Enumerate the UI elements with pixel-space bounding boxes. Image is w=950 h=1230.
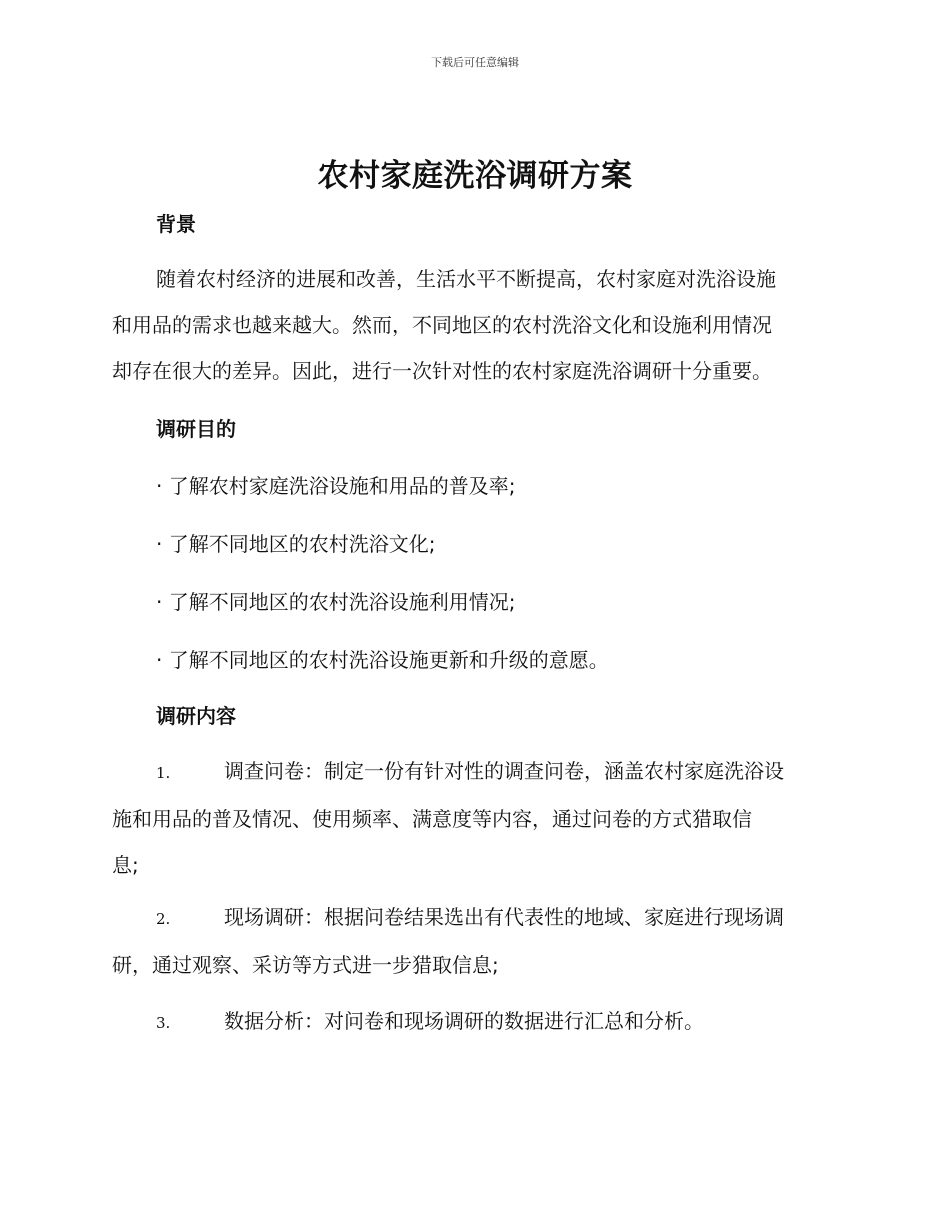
paragraph-line: 施和用品的普及情况、使用频率、满意度等内容，通过问卷的方式猎取信 [112, 807, 752, 831]
list-number: 2. [156, 910, 171, 928]
paragraph-line: 调查问卷：制定一份有针对性的调查问卷，涵盖农村家庭洗浴设 [224, 759, 784, 783]
document-title: 农村家庭洗浴调研方案 [317, 158, 633, 194]
content-item-3 [112, 998, 834, 1046]
section-heading-content: 调研内容 [156, 704, 236, 728]
purpose-item: · 了解不同地区的农村洗浴设施更新和升级的意愿。 [156, 648, 609, 672]
background-paragraph [112, 256, 834, 394]
paragraph-line: 随着农村经济的进展和改善，生活水平不断提高，农村家庭对洗浴设施 [156, 267, 776, 291]
list-number: 1. [156, 764, 171, 782]
paragraph-line: 息; [112, 853, 139, 877]
paragraph-line: 研，通过观察、采访等方式进一步猎取信息; [112, 953, 499, 977]
purpose-item: · 了解不同地区的农村洗浴文化; [156, 532, 436, 556]
purpose-item: · 了解农村家庭洗浴设施和用品的普及率; [156, 474, 516, 498]
section-heading-background: 背景 [156, 212, 196, 236]
page-header: 下载后可任意编辑 [431, 56, 519, 69]
paragraph-line: 现场调研：根据问卷结果选出有代表性的地域、家庭进行现场调 [224, 905, 784, 929]
purpose-item: · 了解不同地区的农村洗浴设施利用情况; [156, 590, 516, 614]
paragraph-line: 和用品的需求也越来越大。然而，不同地区的农村洗浴文化和设施利用情况 [112, 313, 772, 337]
content-item-2 [112, 894, 834, 988]
paragraph-line: 却存在很大的差异。因此，进行一次针对性的农村家庭洗浴调研十分重要。 [112, 359, 772, 383]
paragraph-line: 数据分析：对问卷和现场调研的数据进行汇总和分析。 [224, 1009, 704, 1033]
list-number: 3. [156, 1014, 171, 1032]
content-item-1 [112, 748, 834, 888]
section-heading-purpose: 调研目的 [156, 417, 236, 441]
